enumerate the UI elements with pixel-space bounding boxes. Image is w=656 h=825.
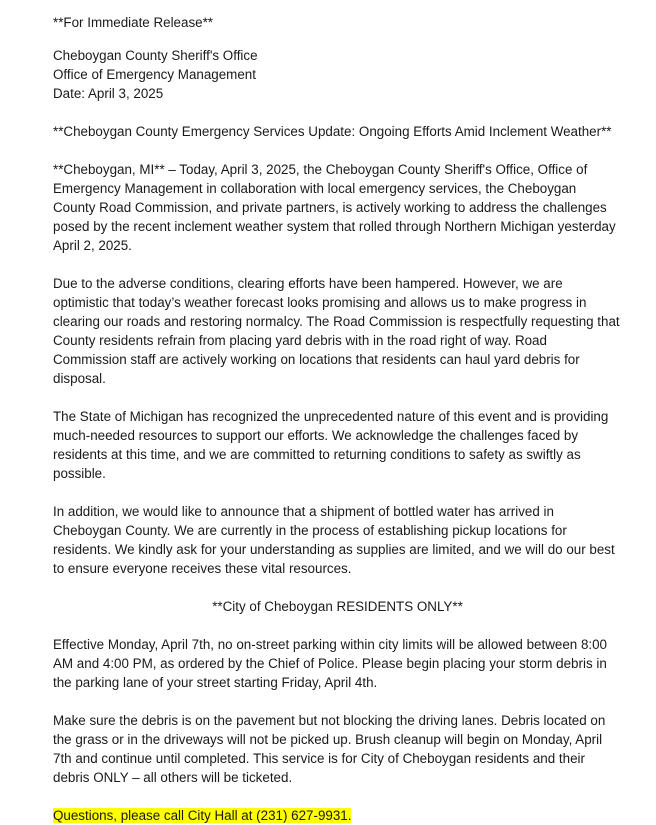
contact-highlight: Questions, please call City Hall at (231) 627-9931. xyxy=(53,808,352,823)
organization-header xyxy=(53,46,622,103)
org-name-emergency: Office of Emergency Management xyxy=(53,67,256,82)
paragraph-intro: **Cheboygan, MI** – Today, April 3, 2025, the Cheboygan County Sheriff's Office, Office of Emergency Management in collaboration with local emergency services, the Cheboygan County Road Commission, and private partners, is actively working to address the challenges posed by the recent inclement weather system that rolled through Northern Michigan yesterday April 2, 2025. xyxy=(53,162,616,253)
contact-line xyxy=(53,806,622,825)
release-date: Date: April 3, 2025 xyxy=(53,86,164,101)
city-residents-heading: **City of Cheboygan RESIDENTS ONLY** xyxy=(212,599,463,614)
paragraph-parking: Effective Monday, April 7th, no on-street parking within city limits will be allowed between 8:00 AM and 4:00 PM, as ordered by the Chief of Police. Please begin placing your storm debris in the parking lane of your street starting Friday, April 4th. xyxy=(53,637,608,690)
org-name-sheriff: Cheboygan County Sheriff's Office xyxy=(53,48,258,63)
paragraph-debris: Make sure the debris is on the pavement but not blocking the driving lanes. Debris located on the grass or in the driveways will not be picked up. Brush cleanup will begin on Monday, April 7th and continue until completed. This service is for City of Cheboygan residents and their debris ONLY – all others will be ticketed. xyxy=(53,713,606,785)
paragraph-bottled-water: In addition, we would like to announce that a shipment of bottled water has arrived in Cheboygan County. We are currently in the process of establishing pickup locations for residents. We kindly ask for your understanding as supplies are limited, and we will do our best to ensure everyone receives these vital resources. xyxy=(53,504,615,576)
headline: **Cheboygan County Emergency Services Update: Ongoing Efforts Amid Inclement Weather** xyxy=(53,124,612,139)
paragraph-conditions: Due to the adverse conditions, clearing efforts have been hampered. However, we are optimistic that today’s weather forecast looks promising and allows us to make progress in clearing our roads and restoring normalcy. The Road Commission is respectfully requesting that County residents refrain from placing yard debris with in the road right of way. Road Commission staff are actively working on locations that residents can haul yard debris for disposal. xyxy=(53,276,620,386)
paragraph-state-support: The State of Michigan has recognized the unprecedented nature of this event and is providing much-needed resources to support our efforts. We acknowledge the challenges faced by residents at this time, and we are committed to returning conditions to safety as swiftly as possible. xyxy=(53,409,609,481)
release-label: **For Immediate Release** xyxy=(53,15,214,30)
